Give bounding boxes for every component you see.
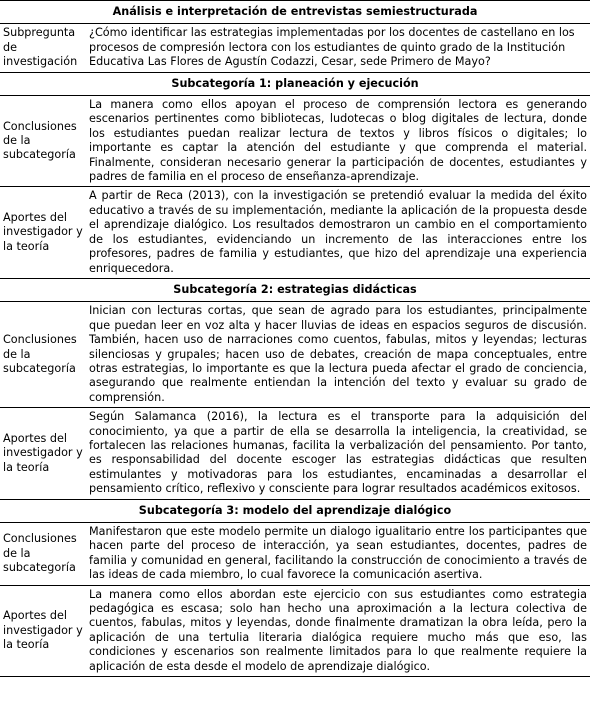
row-text: Según Salamanca (2016), la lectura es el transporte para la adquisición del conocimiento, ya que a partir de ella se desarrolla la inteligencia, la creatividad, se fortalecen las relaciones humanas, facilita la verbalización del pensamiento. Por tanto, es responsabilidad del docente escoger las estrategias didácticas que resulten estimulantes y motivadoras para los estudiantes, encaminadas a desarrollar el pensamiento crítico, reflexivo y consciente para lograr resultados académicos exitosos. bbox=[85, 408, 590, 499]
table-title: Análisis e interpretación de entrevistas semiestructurada bbox=[0, 1, 590, 24]
subcategory-1-conclusions-row bbox=[0, 96, 590, 187]
row-text: Inician con lecturas cortas, que sean de agrado para los estudiantes, principalmente que puedan leer en voz alta y hacer lluvias de ideas en espacios seguros de discusión. También, hacen uso de narraciones como cuentos, fabulas, mitos y leyendas; lecturas silenciosas y grupales; hacen uso de debates, creación de mapa conceptuales, entre otras estrategias, lo importante es que la lectura pueda afectar el grado de conciencia, asegurando que realmente entiendan la intención del texto y evaluar su grado de comprensión. bbox=[85, 302, 590, 408]
title-row bbox=[0, 1, 590, 24]
row-label: Aportes del investigador y la teoría bbox=[0, 585, 85, 676]
row-text: A partir de Reca (2013), con la investigación se pretendió evaluar la medida del éxito educativo a través de su implementación, mediante la aplicación de la propuesta desde el aprendizaje dialógico. Los resultados demostraron un cambio en el comportamiento de los estudiantes, evidenciando un incremento de las interacciones entre los profesores, padres de familia y estudiantes, que hizo del aprendizaje una experiencia enriquecedora. bbox=[85, 187, 590, 278]
row-label: Conclusiones de la subcategoría bbox=[0, 96, 85, 187]
subcategory-2-heading: Subcategoría 2: estrategias didácticas bbox=[0, 278, 590, 301]
subcategory-2-heading-row bbox=[0, 278, 590, 301]
subquestion-text: ¿Cómo identificar las estrategias implementadas por los docentes de castellano en los procesos de compresión lectora con los estudiantes de quinto grado de la Institución Educativa Las Flores de Agustín Codazzi, Cesar, sede Primero de Mayo? bbox=[85, 24, 590, 72]
row-label: Conclusiones de la subcategoría bbox=[0, 302, 85, 408]
row-text: La manera como ellos abordan este ejercicio con sus estudiantes como estrategia pedagógica es escasa; solo han hecho una aproximación a la lectura colectiva de cuentos, fabulas, mitos y leyendas, donde finalmente dramatizan la obra leída, pero la aplicación de una tertulia literaria dialógica requiere mucho más que eso, las condiciones y escenarios son realmente limitados para lo que realmente requiere la aplicación de esta desde el modelo de aprendizaje dialógico. bbox=[85, 585, 590, 676]
subquestion-row bbox=[0, 24, 590, 72]
subcategory-3-heading-row bbox=[0, 499, 590, 522]
subcategory-1-heading: Subcategoría 1: planeación y ejecución bbox=[0, 72, 590, 95]
row-label: Aportes del investigador y la teoría bbox=[0, 408, 85, 499]
row-label: Aportes del investigador y la teoría bbox=[0, 187, 85, 278]
row-text: La manera como ellos apoyan el proceso de comprensión lectora es generando escenarios pertinentes como bibliotecas, ludotecas o blog digitales de lectura, donde los estudiantes puedan realizar lectura de textos y libros físicos o digitales; lo importante es captar la atención del estudiante y que comprenda el material. Finalmente, consideran necesario generar la participación de docentes, estudiantes y padres de familia en el proceso de enseñanza-aprendizaje. bbox=[85, 96, 590, 187]
subcategory-3-contributions-row bbox=[0, 585, 590, 676]
row-label: Conclusiones de la subcategoría bbox=[0, 523, 85, 586]
subcategory-2-conclusions-row bbox=[0, 302, 590, 408]
subcategory-1-heading-row bbox=[0, 72, 590, 95]
subcategory-3-conclusions-row bbox=[0, 523, 590, 586]
subquestion-label: Subpregunta de investigación bbox=[0, 24, 85, 72]
subcategory-2-contributions-row bbox=[0, 408, 590, 499]
row-text: Manifestaron que este modelo permite un dialogo igualitario entre los participantes que hacen parte del proceso de interacción, ya sean estudiantes, docentes, padres de familia y comunidad en general, facilitando la construcción de conocimiento a través de las ideas de cada miembro, lo cual favorece la comunicación asertiva. bbox=[85, 523, 590, 586]
subcategory-3-heading: Subcategoría 3: modelo del aprendizaje dialógico bbox=[0, 499, 590, 522]
subcategory-1-contributions-row bbox=[0, 187, 590, 278]
